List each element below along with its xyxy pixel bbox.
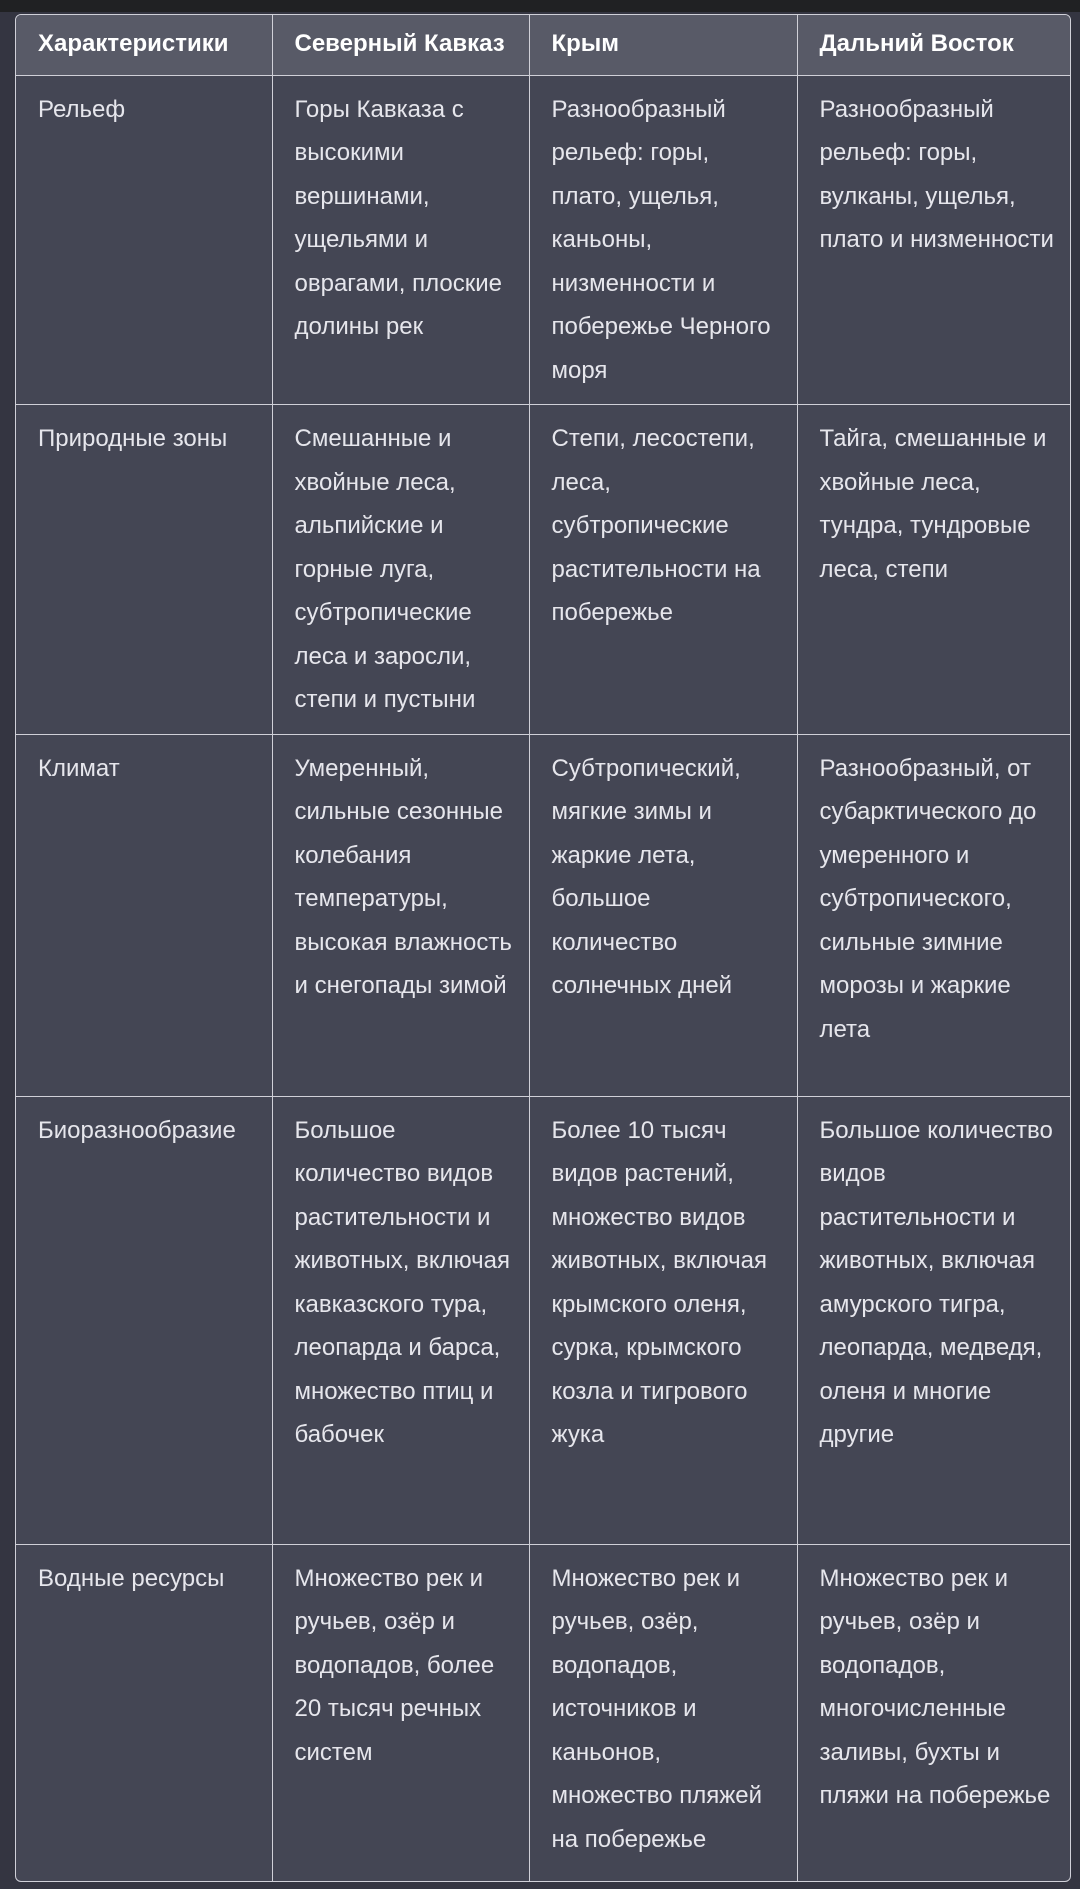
table-cell: Множество рек и ручьев, озёр, водопадов, источников и каньонов, множество пляжей на побережье	[529, 1544, 797, 1882]
table-cell: Разнообразный, от субарктического до умеренного и субтропического, сильные зимние морозы и жаркие лета	[797, 734, 1070, 1096]
table-cell: Смешанные и хвойные леса, альпийские и горные луга, субтропические леса и заросли, степи и пустыни	[272, 405, 529, 735]
table-cell: Субтропический, мягкие зимы и жаркие лета, большое количество солнечных дней	[529, 734, 797, 1096]
table-row	[16, 1544, 1070, 1882]
header-cell-far-east: Дальний Восток	[797, 15, 1070, 75]
table-cell: Более 10 тысяч видов растений, множество видов животных, включая крымского оленя, сурка, крымского козла и тигрового жука	[529, 1096, 797, 1544]
header-row	[16, 15, 1070, 75]
table-row	[16, 405, 1070, 735]
header-cell-characteristics: Характеристики	[16, 15, 272, 75]
table-cell: Умеренный, сильные сезонные колебания температуры, высокая влажность и снегопады зимой	[272, 734, 529, 1096]
table-cell: Множество рек и ручьев, озёр и водопадов, многочисленные заливы, бухты и пляжи на побережье	[797, 1544, 1070, 1882]
table-header	[16, 15, 1070, 75]
table-cell: Разнообразный рельеф: горы, плато, ущелья, каньоны, низменности и побережье Черного моря	[529, 75, 797, 405]
table-body	[16, 75, 1070, 1882]
row-label: Водные ресурсы	[16, 1544, 272, 1882]
table-cell: Большое количество видов растительности и животных, включая амурского тигра, леопарда, медведя, оленя и многие другие	[797, 1096, 1070, 1544]
table-cell: Горы Кавказа с высокими вершинами, ущельями и оврагами, плоские долины рек	[272, 75, 529, 405]
comparison-table-container	[15, 14, 1071, 1882]
table-cell: Тайга, смешанные и хвойные леса, тундра, тундровые леса, степи	[797, 405, 1070, 735]
table-row	[16, 1096, 1070, 1544]
header-cell-north-caucasus: Северный Кавказ	[272, 15, 529, 75]
row-label: Биоразнообразие	[16, 1096, 272, 1544]
comparison-table	[16, 15, 1070, 1882]
table-cell: Степи, лесостепи, леса, субтропические растительности на побережье	[529, 405, 797, 735]
row-label: Рельеф	[16, 75, 272, 405]
table-cell: Большое количество видов растительности и животных, включая кавказского тура, леопарда и барса, множество птиц и бабочек	[272, 1096, 529, 1544]
header-cell-crimea: Крым	[529, 15, 797, 75]
row-label: Природные зоны	[16, 405, 272, 735]
table-cell: Множество рек и ручьев, озёр и водопадов, более 20 тысяч речных систем	[272, 1544, 529, 1882]
row-label: Климат	[16, 734, 272, 1096]
table-row	[16, 734, 1070, 1096]
top-strip	[0, 0, 1080, 12]
table-cell: Разнообразный рельеф: горы, вулканы, ущелья, плато и низменности	[797, 75, 1070, 405]
table-row	[16, 75, 1070, 405]
